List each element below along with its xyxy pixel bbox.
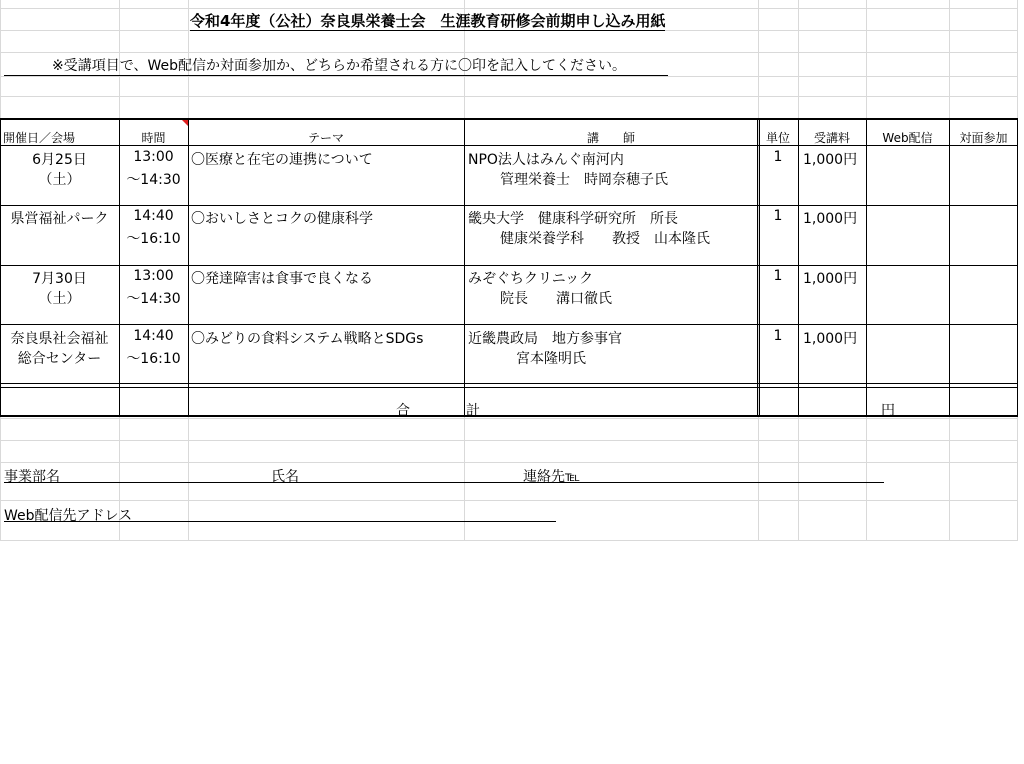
session-time-end: ～16:10 bbox=[126, 231, 181, 247]
session-lecturer-org: みぞぐちクリニック bbox=[468, 271, 594, 287]
session-time-start: 13:00 bbox=[133, 149, 174, 165]
session-lecturer-name: 健康栄養学科 教授 山本隆氏 bbox=[500, 231, 710, 247]
comment-marker bbox=[182, 120, 188, 126]
session-lecturer-name: 院長 溝口徹氏 bbox=[500, 291, 612, 307]
session-time-start: 14:40 bbox=[133, 208, 174, 224]
header-time: 時間 bbox=[141, 131, 166, 145]
session-unit: 1 bbox=[773, 208, 783, 224]
session-time-start: 14:40 bbox=[133, 328, 174, 344]
session-date-sub: （土） bbox=[38, 291, 81, 307]
contact-label: 連絡先℡ bbox=[523, 469, 581, 485]
total-label: 合 計 bbox=[396, 403, 480, 419]
session-lecturer-org: 畿央大学 健康科学研究所 所長 bbox=[468, 211, 678, 227]
header-inperson: 対面参加 bbox=[959, 131, 1008, 145]
session-lecturer-name: 宮本隆明氏 bbox=[516, 351, 586, 367]
session-fee: 1,000円 bbox=[803, 271, 858, 287]
page-title: 令和4年度（公社）奈良県栄養士会 生涯教育研修会前期申し込み用紙 bbox=[190, 12, 666, 30]
session-unit: 1 bbox=[773, 268, 783, 284]
session-fee: 1,000円 bbox=[803, 331, 858, 347]
session-date: 7月30日 bbox=[32, 271, 87, 287]
session-theme: 〇みどりの食料システム戦略とSDGs bbox=[191, 331, 424, 347]
session-unit: 1 bbox=[773, 149, 783, 165]
session-date-sub: （土） bbox=[38, 172, 81, 188]
name-label: 氏名 bbox=[271, 469, 299, 485]
web-address-label: Web配信先アドレス bbox=[4, 508, 133, 524]
header-fee: 受講料 bbox=[813, 131, 850, 145]
session-date: 県営福祉パーク bbox=[10, 211, 109, 227]
session-date: 奈良県社会福祉 bbox=[10, 331, 109, 347]
session-lecturer-org: NPO法人はみんぐ南河内 bbox=[468, 152, 624, 168]
session-theme: 〇発達障害は食事で良くなる bbox=[191, 271, 373, 287]
session-theme: 〇医療と在宅の連携について bbox=[191, 152, 373, 168]
department-label: 事業部名 bbox=[4, 469, 60, 485]
header-theme: テーマ bbox=[307, 131, 344, 145]
contact-line bbox=[4, 482, 884, 483]
session-fee: 1,000円 bbox=[803, 152, 858, 168]
header-unit: 単位 bbox=[765, 131, 790, 145]
notice-line bbox=[4, 58, 668, 76]
session-time-end: ～16:10 bbox=[126, 351, 181, 367]
session-theme: 〇おいしさとコクの健康科学 bbox=[191, 211, 373, 227]
header-date: 開催日／会場 bbox=[3, 131, 76, 145]
session-date-sub: 総合センター bbox=[17, 351, 102, 367]
session-time-end: ～14:30 bbox=[126, 172, 181, 188]
session-lecturer-org: 近畿農政局 地方参事官 bbox=[468, 331, 622, 347]
session-time-end: ～14:30 bbox=[126, 291, 181, 307]
header-lecturer: 講 師 bbox=[586, 131, 635, 145]
session-time-start: 13:00 bbox=[133, 268, 174, 284]
notice-text: ※受講項目で、Web配信か対面参加か、どちらか希望される方に〇印を記入してください。 bbox=[52, 58, 626, 74]
session-unit: 1 bbox=[773, 328, 783, 344]
session-fee: 1,000円 bbox=[803, 211, 858, 227]
total-yen: 円 bbox=[881, 403, 895, 419]
header-web: Web配信 bbox=[882, 131, 933, 145]
session-date: 6月25日 bbox=[32, 152, 87, 168]
session-lecturer-name: 管理栄養士 時岡奈穂子氏 bbox=[500, 172, 668, 188]
